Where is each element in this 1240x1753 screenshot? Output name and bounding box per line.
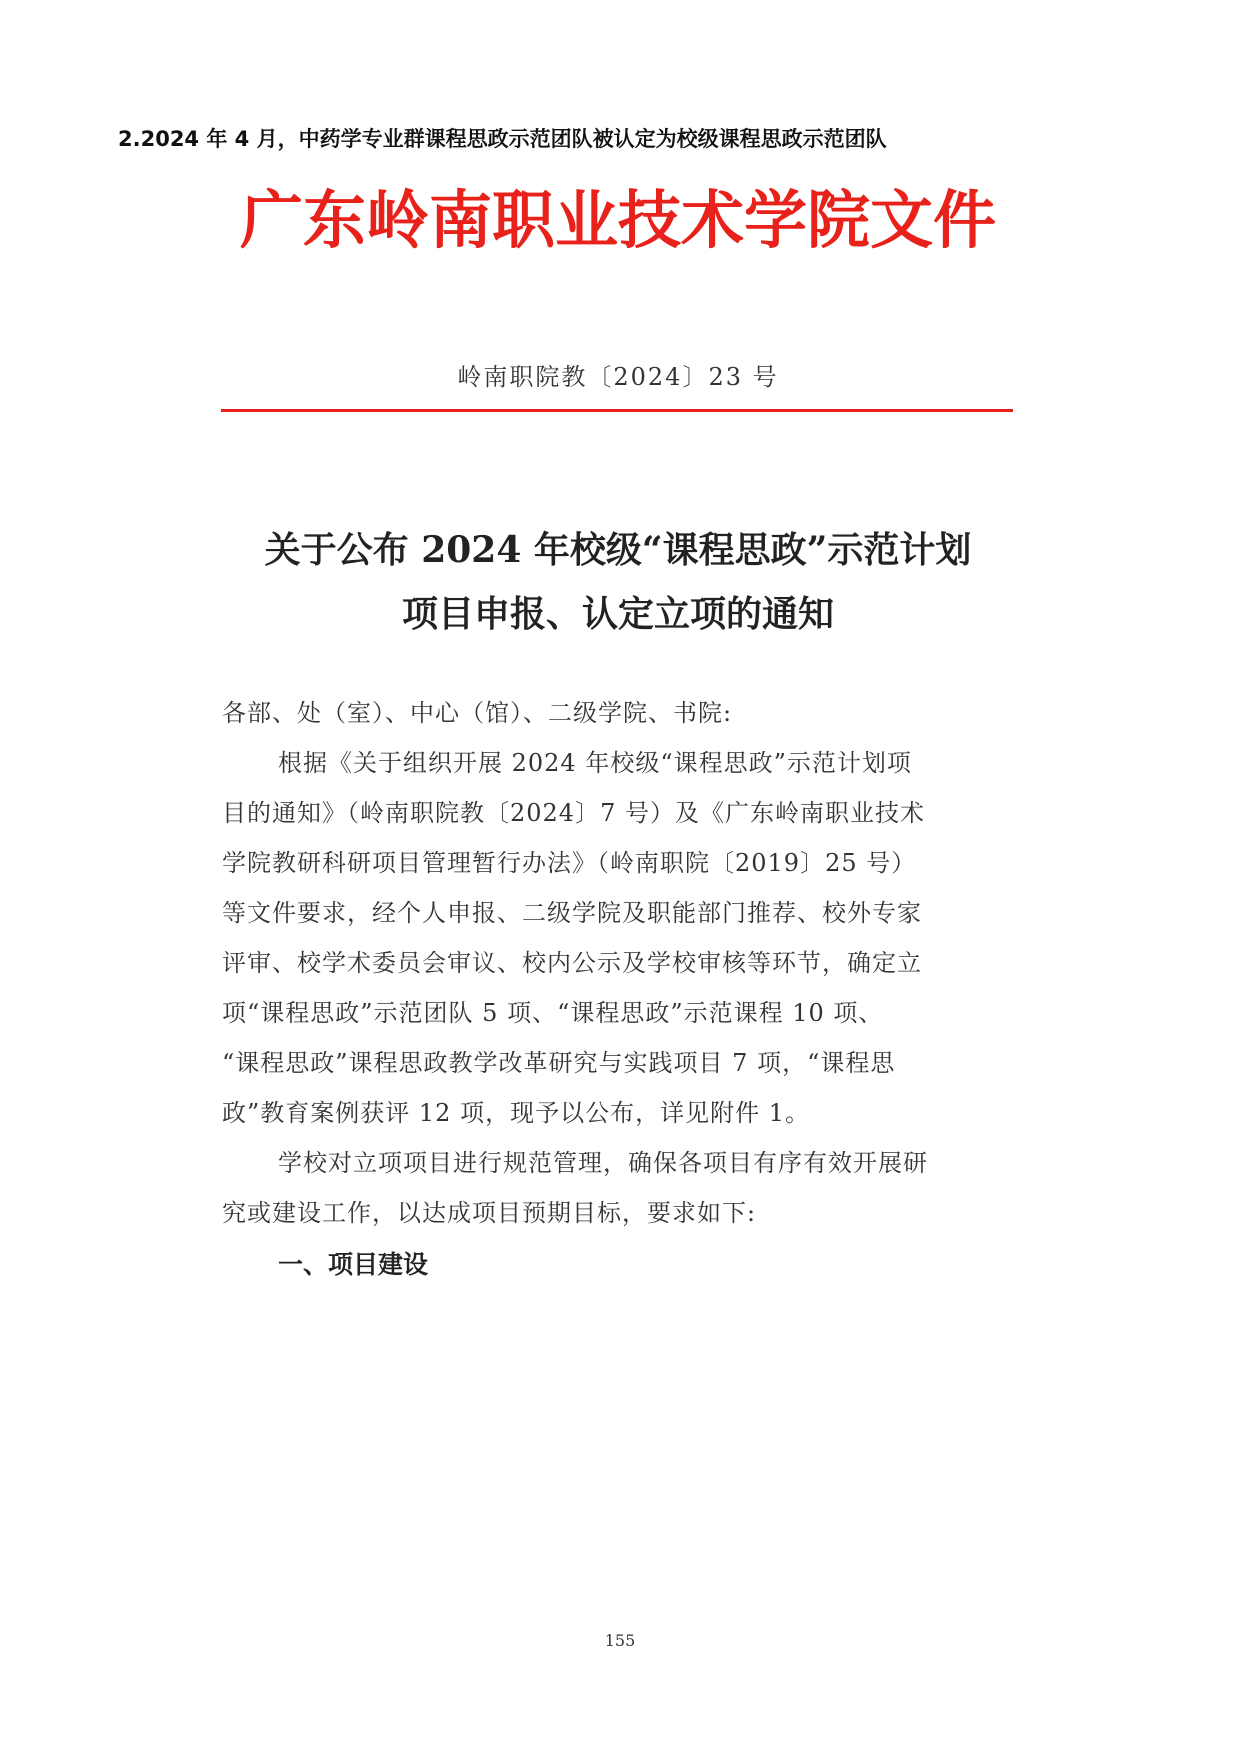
letterhead-divider	[221, 409, 1013, 412]
paragraph-1-line: 根据《关于组织开展 2024 年校级“课程思政”示范计划项	[278, 749, 912, 777]
paragraph-1-line: “课程思政”课程思政教学改革研究与实践项目 7 项，“课程思	[222, 1049, 896, 1077]
paragraph-1-line: 项“课程思政”示范团队 5 项、“课程思政”示范课程 10 项、	[222, 999, 884, 1027]
salutation: 各部、处（室）、中心（馆）、二级学院、书院:	[222, 699, 733, 727]
notice-body	[222, 688, 1012, 1238]
paragraph-2-line: 学校对立项项目进行规范管理，确保各项目有序有效开展研	[278, 1149, 928, 1177]
section-heading: 一、项目建设	[278, 1250, 429, 1279]
paragraph-1-line: 学院教研科研项目管理暂行办法》（岭南职院〔2019〕25 号）	[222, 849, 917, 877]
notice-title-line-2: 项目申报、认定立项的通知	[401, 593, 834, 635]
paragraph-1-line: 评审、校学术委员会审议、校内公示及学校审核等环节，确定立	[222, 949, 922, 977]
paragraph-1-line: 政”教育案例获评 12 项，现予以公布，详见附件 1。	[222, 1099, 810, 1127]
document-caption: 2.2024 年 4 月，中药学专业群课程思政示范团队被认定为校级课程思政示范团队	[118, 127, 887, 151]
notice-title-line-1: 关于公布 2024 年校级“课程思政”示范计划	[264, 529, 972, 571]
notice-title	[218, 518, 1018, 646]
letterhead-title: 广东岭南职业技术学院文件	[240, 183, 996, 257]
paragraph-1-line: 目的通知》（岭南职院教〔2024〕7 号）及《广东岭南职业技术	[222, 799, 925, 827]
paragraph-1-line: 等文件要求，经个人申报、二级学院及职能部门推荐、校外专家	[222, 899, 922, 927]
page-number: 155	[604, 1631, 636, 1650]
paragraph-2-line: 究或建设工作，以达成项目预期目标，要求如下:	[222, 1199, 757, 1227]
document-number: 岭南职院教〔2024〕23 号	[457, 363, 779, 391]
